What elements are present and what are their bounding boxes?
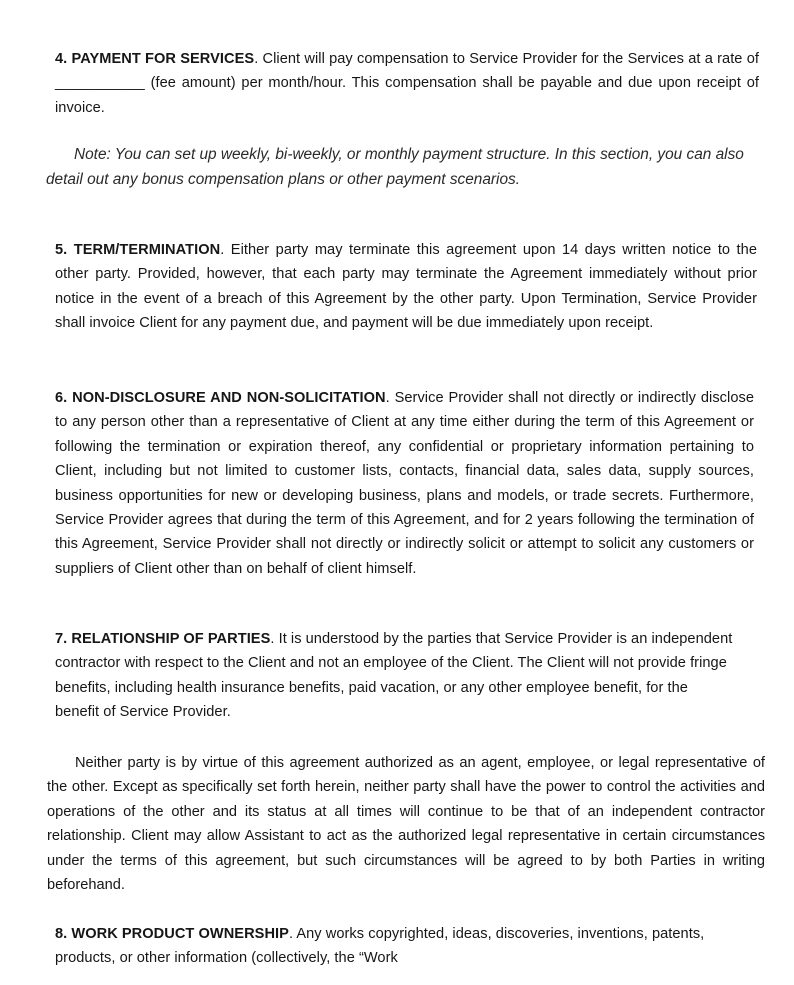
section-body: . It is understood by the parties that Service Provider is an independent contractor with respect to the Client and not an employee of the Client. The Client will not provide fringe benefits, including health insurance benefits, paid vacation, or any other employee benefit, for the benefit of Service Provider. [55,631,733,721]
section-heading: 7. RELATIONSHIP OF PARTIES [55,631,271,647]
section-payment-for-services [55,47,759,120]
relationship-paragraph-2: Neither party is by virtue of this agreement authorized as an agent, employee, or legal representative of the other. Except as specifically set forth herein, neither party shall have the power to control the activities and operations of the other and its status at all times will continue to be that of an independent contractor relationship. Client may allow Assistant to act as the authorized legal representative in certain circumstances under the terms of this agreement, but such circumstances will be agreed to by both Parties in writing beforehand. [47,755,765,894]
section-relationship-of-parties [55,627,735,725]
payment-note: Note: You can set up weekly, bi-weekly, or monthly payment structure. In this section, you can also detail out any bonus compensation plans or other payment scenarios. [46,146,744,188]
section-heading: 5. TERM/TERMINATION [55,242,221,258]
section-non-disclosure [55,386,754,581]
section-work-product-ownership [55,922,735,971]
section-body: . Any works copyrighted, ideas, discoveries, inventions, patents, products, or other information (collectively, the “Work [55,926,705,967]
section-body: . Client will pay compensation to Service Provider for the Services at a rate of ___________ (fee amount) per month/hour. This compensation shall be payable and due upon receipt of invoice. [55,51,759,116]
section-heading: 6. NON-DISCLOSURE AND NON-SOLICITATION [55,390,386,406]
section-body: . Either party may terminate this agreement upon 14 days written notice to the other party. Provided, however, that each party may terminate the Agreement immediately without prior notice in the event of a breach of this Agreement by the other party. Upon Termination, Service Provider shall invoice Client for any payment due, and payment will be due immediately upon receipt. [55,242,757,332]
section-body: . Service Provider shall not directly or indirectly disclose to any person other than a representative of Client at any time either during the term of this Agreement or following the termination or expiration thereof, any confidential or proprietary information pertaining to Client, including but not limited to customer lists, contacts, financial data, sales data, supply sources, business opportunities for new or developing business, plans and models, or trade secrets. Furthermore, Service Provider agrees that during the term of this Agreement, and for 2 years following the termination of this Agreement, Service Provider shall not directly or indirectly solicit or attempt to solicit any customers or suppliers of Client other than on behalf of client himself. [55,390,754,577]
section-heading: 8. WORK PRODUCT OWNERSHIP [55,926,289,942]
section-heading: 4. PAYMENT FOR SERVICES [55,51,255,67]
section-term-termination [55,238,757,336]
